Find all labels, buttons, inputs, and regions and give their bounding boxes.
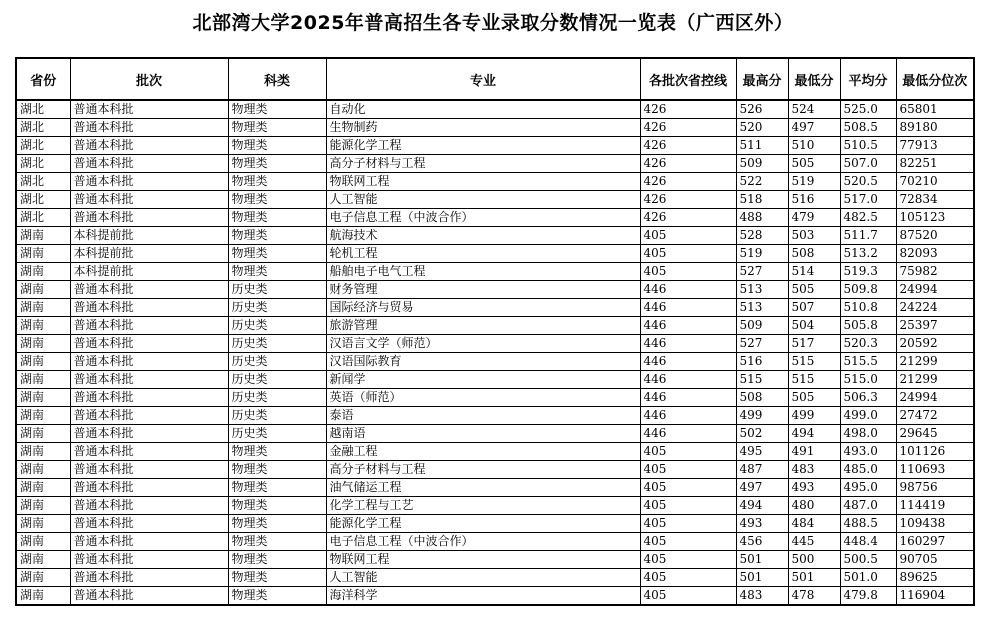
cell-max-score: 520 xyxy=(736,119,788,137)
cell-avg-score: 511.7 xyxy=(840,227,896,245)
cell-major: 航海技术 xyxy=(326,227,640,245)
cell-min-rank: 114419 xyxy=(896,497,974,515)
cell-province: 湖北 xyxy=(16,173,70,191)
cell-control-line: 405 xyxy=(640,515,736,533)
cell-batch: 普通本科批 xyxy=(70,137,228,155)
cell-control-line: 446 xyxy=(640,353,736,371)
cell-province: 湖南 xyxy=(16,299,70,317)
cell-min-rank: 20592 xyxy=(896,335,974,353)
cell-min-score: 505 xyxy=(788,281,840,299)
cell-min-rank: 29645 xyxy=(896,425,974,443)
cell-province: 湖南 xyxy=(16,533,70,551)
cell-min-score: 493 xyxy=(788,479,840,497)
cell-province: 湖南 xyxy=(16,497,70,515)
cell-control-line: 405 xyxy=(640,533,736,551)
cell-batch: 普通本科批 xyxy=(70,173,228,191)
cell-max-score: 522 xyxy=(736,173,788,191)
cell-major: 船舶电子电气工程 xyxy=(326,263,640,281)
cell-avg-score: 487.0 xyxy=(840,497,896,515)
cell-min-score: 515 xyxy=(788,371,840,389)
cell-category: 物理类 xyxy=(228,479,326,497)
cell-control-line: 405 xyxy=(640,569,736,587)
cell-min-rank: 24994 xyxy=(896,389,974,407)
cell-batch: 普通本科批 xyxy=(70,371,228,389)
table-row xyxy=(16,515,974,533)
cell-control-line: 405 xyxy=(640,245,736,263)
table-row xyxy=(16,137,974,155)
cell-batch: 普通本科批 xyxy=(70,100,228,119)
cell-province: 湖北 xyxy=(16,209,70,227)
cell-batch: 本科提前批 xyxy=(70,263,228,281)
header-province: 省份 xyxy=(16,58,70,100)
cell-min-rank: 70210 xyxy=(896,173,974,191)
cell-max-score: 527 xyxy=(736,335,788,353)
cell-major: 国际经济与贸易 xyxy=(326,299,640,317)
cell-min-rank: 110693 xyxy=(896,461,974,479)
table-row xyxy=(16,299,974,317)
cell-major: 轮机工程 xyxy=(326,245,640,263)
cell-min-rank: 72834 xyxy=(896,191,974,209)
cell-min-rank: 65801 xyxy=(896,100,974,119)
table-row xyxy=(16,173,974,191)
cell-province: 湖南 xyxy=(16,245,70,263)
cell-major: 物联网工程 xyxy=(326,551,640,569)
cell-max-score: 513 xyxy=(736,281,788,299)
table-row xyxy=(16,227,974,245)
cell-category: 历史类 xyxy=(228,281,326,299)
cell-control-line: 405 xyxy=(640,479,736,497)
cell-major: 人工智能 xyxy=(326,191,640,209)
cell-major: 高分子材料与工程 xyxy=(326,461,640,479)
cell-category: 物理类 xyxy=(228,173,326,191)
cell-batch: 普通本科批 xyxy=(70,407,228,425)
cell-province: 湖南 xyxy=(16,263,70,281)
cell-control-line: 405 xyxy=(640,263,736,281)
cell-avg-score: 520.5 xyxy=(840,173,896,191)
cell-max-score: 487 xyxy=(736,461,788,479)
cell-min-rank: 109438 xyxy=(896,515,974,533)
cell-major: 财务管理 xyxy=(326,281,640,299)
table-row xyxy=(16,245,974,263)
cell-province: 湖南 xyxy=(16,335,70,353)
cell-avg-score: 505.8 xyxy=(840,317,896,335)
cell-category: 物理类 xyxy=(228,515,326,533)
cell-max-score: 513 xyxy=(736,299,788,317)
cell-major: 英语（师范） xyxy=(326,389,640,407)
cell-control-line: 426 xyxy=(640,137,736,155)
cell-min-rank: 27472 xyxy=(896,407,974,425)
cell-category: 历史类 xyxy=(228,407,326,425)
cell-province: 湖北 xyxy=(16,100,70,119)
cell-batch: 普通本科批 xyxy=(70,119,228,137)
cell-max-score: 516 xyxy=(736,353,788,371)
cell-province: 湖南 xyxy=(16,461,70,479)
cell-control-line: 426 xyxy=(640,209,736,227)
cell-min-rank: 87520 xyxy=(896,227,974,245)
cell-major: 新闻学 xyxy=(326,371,640,389)
cell-max-score: 501 xyxy=(736,551,788,569)
cell-min-rank: 101126 xyxy=(896,443,974,461)
cell-min-score: 507 xyxy=(788,299,840,317)
cell-min-score: 479 xyxy=(788,209,840,227)
table-row xyxy=(16,335,974,353)
cell-category: 物理类 xyxy=(228,551,326,569)
header-min-rank: 最低分位次 xyxy=(896,58,974,100)
cell-avg-score: 517.0 xyxy=(840,191,896,209)
cell-min-rank: 21299 xyxy=(896,353,974,371)
cell-min-rank: 160297 xyxy=(896,533,974,551)
cell-max-score: 511 xyxy=(736,137,788,155)
cell-province: 湖北 xyxy=(16,137,70,155)
table-row xyxy=(16,119,974,137)
cell-control-line: 446 xyxy=(640,389,736,407)
header-major: 专业 xyxy=(326,58,640,100)
cell-min-score: 503 xyxy=(788,227,840,245)
cell-min-score: 499 xyxy=(788,407,840,425)
cell-batch: 普通本科批 xyxy=(70,443,228,461)
cell-batch: 普通本科批 xyxy=(70,425,228,443)
cell-min-rank: 90705 xyxy=(896,551,974,569)
cell-province: 湖南 xyxy=(16,371,70,389)
header-max-score: 最高分 xyxy=(736,58,788,100)
cell-min-score: 510 xyxy=(788,137,840,155)
cell-major: 能源化学工程 xyxy=(326,137,640,155)
cell-min-rank: 24994 xyxy=(896,281,974,299)
cell-major: 物联网工程 xyxy=(326,173,640,191)
cell-batch: 普通本科批 xyxy=(70,587,228,606)
table-row xyxy=(16,533,974,551)
cell-min-score: 519 xyxy=(788,173,840,191)
header-batch: 批次 xyxy=(70,58,228,100)
cell-avg-score: 520.3 xyxy=(840,335,896,353)
cell-avg-score: 519.3 xyxy=(840,263,896,281)
cell-province: 湖南 xyxy=(16,227,70,245)
cell-major: 高分子材料与工程 xyxy=(326,155,640,173)
table-row xyxy=(16,371,974,389)
table-row xyxy=(16,425,974,443)
cell-control-line: 405 xyxy=(640,461,736,479)
table-row xyxy=(16,479,974,497)
cell-category: 物理类 xyxy=(228,227,326,245)
cell-batch: 普通本科批 xyxy=(70,533,228,551)
table-row xyxy=(16,263,974,281)
cell-max-score: 528 xyxy=(736,227,788,245)
cell-avg-score: 499.0 xyxy=(840,407,896,425)
cell-category: 物理类 xyxy=(228,533,326,551)
cell-max-score: 499 xyxy=(736,407,788,425)
cell-batch: 普通本科批 xyxy=(70,515,228,533)
cell-province: 湖南 xyxy=(16,587,70,606)
cell-max-score: 483 xyxy=(736,587,788,606)
cell-province: 湖南 xyxy=(16,551,70,569)
table-row xyxy=(16,281,974,299)
cell-avg-score: 482.5 xyxy=(840,209,896,227)
table-row xyxy=(16,407,974,425)
cell-max-score: 527 xyxy=(736,263,788,281)
cell-avg-score: 479.8 xyxy=(840,587,896,606)
cell-max-score: 456 xyxy=(736,533,788,551)
header-min-score: 最低分 xyxy=(788,58,840,100)
cell-min-score: 505 xyxy=(788,155,840,173)
cell-batch: 普通本科批 xyxy=(70,479,228,497)
cell-major: 化学工程与工艺 xyxy=(326,497,640,515)
cell-province: 湖北 xyxy=(16,155,70,173)
cell-major: 生物制药 xyxy=(326,119,640,137)
cell-major: 油气储运工程 xyxy=(326,479,640,497)
cell-min-score: 501 xyxy=(788,569,840,587)
cell-category: 物理类 xyxy=(228,209,326,227)
cell-avg-score: 498.0 xyxy=(840,425,896,443)
cell-avg-score: 513.2 xyxy=(840,245,896,263)
cell-min-score: 524 xyxy=(788,100,840,119)
cell-province: 湖北 xyxy=(16,191,70,209)
cell-max-score: 502 xyxy=(736,425,788,443)
table-row xyxy=(16,551,974,569)
cell-category: 历史类 xyxy=(228,389,326,407)
cell-category: 历史类 xyxy=(228,425,326,443)
cell-province: 湖南 xyxy=(16,569,70,587)
cell-province: 湖南 xyxy=(16,425,70,443)
cell-avg-score: 485.0 xyxy=(840,461,896,479)
cell-batch: 普通本科批 xyxy=(70,569,228,587)
cell-avg-score: 501.0 xyxy=(840,569,896,587)
cell-control-line: 446 xyxy=(640,299,736,317)
cell-min-score: 505 xyxy=(788,389,840,407)
cell-control-line: 446 xyxy=(640,317,736,335)
cell-avg-score: 510.8 xyxy=(840,299,896,317)
cell-major: 能源化学工程 xyxy=(326,515,640,533)
cell-category: 物理类 xyxy=(228,191,326,209)
cell-min-rank: 98756 xyxy=(896,479,974,497)
table-row xyxy=(16,191,974,209)
table-row xyxy=(16,389,974,407)
cell-control-line: 405 xyxy=(640,551,736,569)
page-title: 北部湾大学2025年普高招生各专业录取分数情况一览表（广西区外） xyxy=(192,12,794,34)
cell-province: 湖北 xyxy=(16,119,70,137)
header-avg-score: 平均分 xyxy=(840,58,896,100)
cell-min-score: 515 xyxy=(788,353,840,371)
table-row xyxy=(16,497,974,515)
cell-control-line: 446 xyxy=(640,335,736,353)
cell-max-score: 518 xyxy=(736,191,788,209)
cell-major: 越南语 xyxy=(326,425,640,443)
cell-category: 历史类 xyxy=(228,317,326,335)
cell-control-line: 446 xyxy=(640,281,736,299)
cell-category: 物理类 xyxy=(228,443,326,461)
cell-batch: 普通本科批 xyxy=(70,551,228,569)
cell-min-score: 480 xyxy=(788,497,840,515)
cell-min-rank: 105123 xyxy=(896,209,974,227)
cell-category: 历史类 xyxy=(228,299,326,317)
cell-batch: 普通本科批 xyxy=(70,389,228,407)
cell-min-rank: 82093 xyxy=(896,245,974,263)
cell-avg-score: 506.3 xyxy=(840,389,896,407)
cell-control-line: 426 xyxy=(640,119,736,137)
cell-min-rank: 25397 xyxy=(896,317,974,335)
cell-province: 湖南 xyxy=(16,281,70,299)
cell-category: 物理类 xyxy=(228,155,326,173)
table-row xyxy=(16,155,974,173)
cell-control-line: 405 xyxy=(640,587,736,606)
cell-control-line: 426 xyxy=(640,191,736,209)
cell-avg-score: 508.5 xyxy=(840,119,896,137)
cell-control-line: 426 xyxy=(640,100,736,119)
cell-avg-score: 488.5 xyxy=(840,515,896,533)
cell-batch: 本科提前批 xyxy=(70,245,228,263)
table-row xyxy=(16,317,974,335)
cell-control-line: 405 xyxy=(640,443,736,461)
cell-major: 泰语 xyxy=(326,407,640,425)
cell-avg-score: 510.5 xyxy=(840,137,896,155)
cell-min-rank: 89180 xyxy=(896,119,974,137)
cell-category: 物理类 xyxy=(228,137,326,155)
cell-control-line: 446 xyxy=(640,425,736,443)
cell-category: 物理类 xyxy=(228,587,326,606)
admission-scores-table xyxy=(15,57,975,606)
table-row xyxy=(16,443,974,461)
cell-min-score: 445 xyxy=(788,533,840,551)
cell-batch: 普通本科批 xyxy=(70,155,228,173)
cell-control-line: 446 xyxy=(640,407,736,425)
cell-category: 物理类 xyxy=(228,497,326,515)
cell-category: 物理类 xyxy=(228,119,326,137)
cell-control-line: 426 xyxy=(640,155,736,173)
cell-max-score: 526 xyxy=(736,100,788,119)
cell-category: 物理类 xyxy=(228,461,326,479)
cell-category: 历史类 xyxy=(228,353,326,371)
cell-min-rank: 82251 xyxy=(896,155,974,173)
table-row xyxy=(16,209,974,227)
cell-max-score: 488 xyxy=(736,209,788,227)
cell-min-score: 497 xyxy=(788,119,840,137)
cell-max-score: 494 xyxy=(736,497,788,515)
cell-avg-score: 509.8 xyxy=(840,281,896,299)
cell-batch: 普通本科批 xyxy=(70,191,228,209)
cell-major: 电子信息工程（中波合作） xyxy=(326,533,640,551)
cell-avg-score: 515.0 xyxy=(840,371,896,389)
cell-max-score: 519 xyxy=(736,245,788,263)
cell-control-line: 405 xyxy=(640,227,736,245)
table-row xyxy=(16,100,974,119)
cell-min-rank: 77913 xyxy=(896,137,974,155)
cell-province: 湖南 xyxy=(16,479,70,497)
cell-major: 人工智能 xyxy=(326,569,640,587)
cell-major: 汉语国际教育 xyxy=(326,353,640,371)
cell-major: 自动化 xyxy=(326,100,640,119)
cell-province: 湖南 xyxy=(16,443,70,461)
cell-max-score: 508 xyxy=(736,389,788,407)
cell-batch: 普通本科批 xyxy=(70,281,228,299)
cell-avg-score: 493.0 xyxy=(840,443,896,461)
cell-batch: 普通本科批 xyxy=(70,209,228,227)
cell-min-score: 508 xyxy=(788,245,840,263)
table-header-row xyxy=(16,58,974,100)
cell-control-line: 426 xyxy=(640,173,736,191)
cell-max-score: 509 xyxy=(736,155,788,173)
cell-control-line: 446 xyxy=(640,371,736,389)
cell-max-score: 497 xyxy=(736,479,788,497)
header-category: 科类 xyxy=(228,58,326,100)
cell-batch: 普通本科批 xyxy=(70,353,228,371)
cell-major: 电子信息工程（中波合作） xyxy=(326,209,640,227)
cell-min-rank: 75982 xyxy=(896,263,974,281)
cell-min-score: 484 xyxy=(788,515,840,533)
cell-batch: 普通本科批 xyxy=(70,335,228,353)
cell-max-score: 515 xyxy=(736,371,788,389)
cell-province: 湖南 xyxy=(16,407,70,425)
cell-max-score: 495 xyxy=(736,443,788,461)
cell-min-score: 478 xyxy=(788,587,840,606)
cell-province: 湖南 xyxy=(16,353,70,371)
table-row xyxy=(16,587,974,606)
cell-max-score: 501 xyxy=(736,569,788,587)
cell-max-score: 509 xyxy=(736,317,788,335)
cell-batch: 本科提前批 xyxy=(70,227,228,245)
cell-min-rank: 116904 xyxy=(896,587,974,606)
cell-province: 湖南 xyxy=(16,389,70,407)
cell-category: 物理类 xyxy=(228,569,326,587)
header-control-line: 各批次省控线 xyxy=(640,58,736,100)
cell-avg-score: 448.4 xyxy=(840,533,896,551)
cell-major: 旅游管理 xyxy=(326,317,640,335)
cell-min-score: 504 xyxy=(788,317,840,335)
cell-province: 湖南 xyxy=(16,317,70,335)
cell-avg-score: 507.0 xyxy=(840,155,896,173)
cell-batch: 普通本科批 xyxy=(70,461,228,479)
cell-category: 物理类 xyxy=(228,245,326,263)
cell-major: 海洋科学 xyxy=(326,587,640,606)
cell-min-score: 491 xyxy=(788,443,840,461)
cell-batch: 普通本科批 xyxy=(70,317,228,335)
cell-major: 汉语言文学（师范） xyxy=(326,335,640,353)
cell-avg-score: 500.5 xyxy=(840,551,896,569)
cell-min-score: 500 xyxy=(788,551,840,569)
cell-min-score: 516 xyxy=(788,191,840,209)
cell-control-line: 405 xyxy=(640,497,736,515)
cell-avg-score: 495.0 xyxy=(840,479,896,497)
cell-category: 物理类 xyxy=(228,100,326,119)
cell-min-rank: 21299 xyxy=(896,371,974,389)
table-row xyxy=(16,569,974,587)
cell-province: 湖南 xyxy=(16,515,70,533)
cell-min-rank: 24224 xyxy=(896,299,974,317)
cell-min-score: 494 xyxy=(788,425,840,443)
cell-category: 物理类 xyxy=(228,263,326,281)
cell-major: 金融工程 xyxy=(326,443,640,461)
cell-avg-score: 525.0 xyxy=(840,100,896,119)
table-row xyxy=(16,461,974,479)
cell-min-score: 517 xyxy=(788,335,840,353)
table-row xyxy=(16,353,974,371)
cell-category: 历史类 xyxy=(228,371,326,389)
table-body xyxy=(16,100,974,605)
cell-avg-score: 515.5 xyxy=(840,353,896,371)
cell-category: 历史类 xyxy=(228,335,326,353)
cell-batch: 普通本科批 xyxy=(70,497,228,515)
cell-min-score: 514 xyxy=(788,263,840,281)
cell-max-score: 493 xyxy=(736,515,788,533)
cell-min-rank: 89625 xyxy=(896,569,974,587)
cell-batch: 普通本科批 xyxy=(70,299,228,317)
cell-min-score: 483 xyxy=(788,461,840,479)
